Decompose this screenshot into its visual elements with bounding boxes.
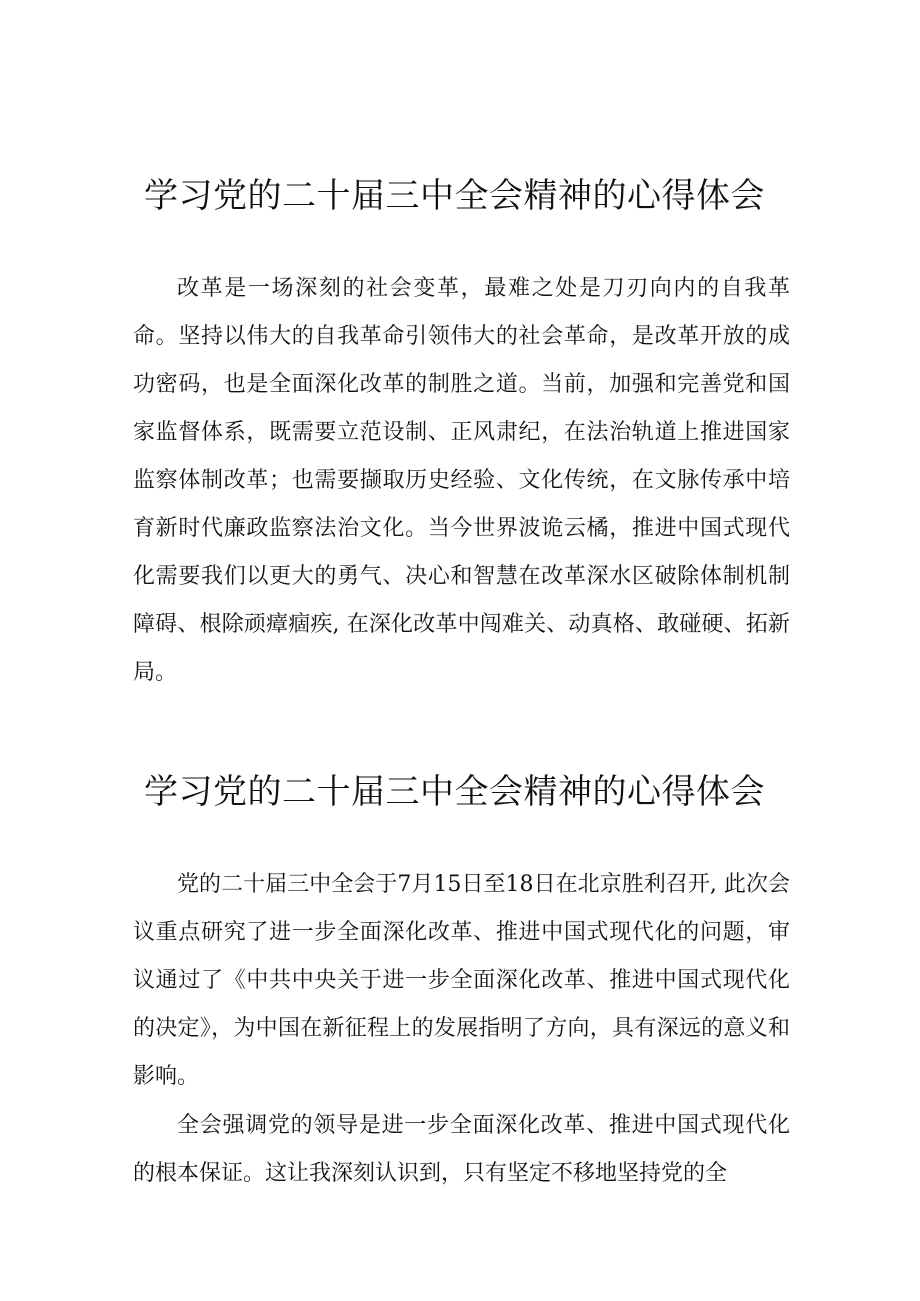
section-2-title: 学习党的二十届三中全会精神的心得体会 (144, 772, 765, 812)
section-2-paragraph-2: 全会强调党的领导是进一步全面深化改革、推进中国式现代化的根本保证。这让我深刻认识到，只有坚定不移地坚持党的全 (133, 1113, 790, 1186)
section-1-paragraph-1: 改革是一场深刻的社会变革，最难之处是刀刃向内的自我革命。坚持以伟大的自我革命引领伟大的社会革命，是改革开放的成功密码，也是全面深化改革的制胜之道。当前，加强和完善党和国家监督体系，既需要立范设制、正风肃纪，在法治轨道上推进国家监察体制改革；也需要撷取历史经验、文化传统，在文脉传承中培育新时代廉政监察法治文化。当今世界波诡云橘，推进中国式现代化需要我们以更大的勇气、决心和智慧在改革深水区破除体制机制障碍、根除顽瘴痼疾, 在深化改革中闯难关、动真格、敢碰硬、拓新局。 (133, 276, 790, 685)
section-1-title: 学习党的二十届三中全会精神的心得体会 (144, 176, 765, 216)
section-2-paragraph-1: 党的二十届三中全会于7月15日至18日在北京胜利召开, 此次会议重点研究了进一步全面深化改革、推进中国式现代化的问题，审议通过了《中共中央关于进一步全面深化改革、推进中国式现代化的决定》，为中国在新征程上的发展指明了方向，具有深远的意义和影响。 (133, 872, 790, 1089)
